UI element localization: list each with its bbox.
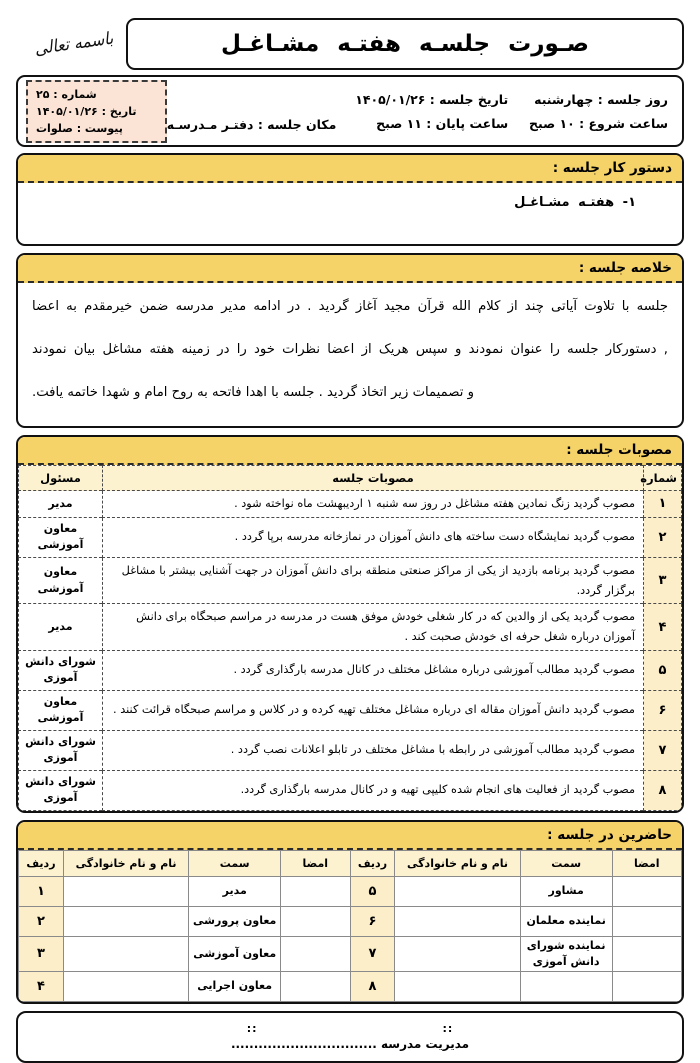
table-row xyxy=(19,906,682,936)
col-header-text: مصوبات جلسه xyxy=(103,466,644,491)
footer-signature-box xyxy=(16,1011,684,1063)
meeting-start-value: ۱۰ صبح xyxy=(528,115,575,131)
resolution-responsible: مدیر xyxy=(19,604,103,651)
resolution-number: ۳ xyxy=(644,557,682,604)
attendee-post-cell: معاون اجرایی xyxy=(189,971,281,1001)
meeting-start-label: ساعت شروع : xyxy=(579,115,668,131)
meeting-date-line xyxy=(336,92,508,107)
table-row xyxy=(19,876,682,906)
attendee-index-cell: ۳ xyxy=(19,936,64,971)
attendee-post-cell: مشاور xyxy=(520,876,612,906)
resolutions-header-row xyxy=(19,466,682,491)
col-header-name-left: نام و نام خانوادگی xyxy=(395,850,520,876)
meeting-end-value: ۱۱ صبح xyxy=(376,115,422,131)
summary-body xyxy=(18,283,682,426)
resolution-text: مصوب گردید نمایشگاه دست ساخته های دانش آموزان در نمازخانه مدرسه برپا گردد . xyxy=(103,517,644,557)
attendee-signature-cell[interactable] xyxy=(281,876,350,906)
resolution-text: مصوب گردید زنگ نمادین هفته مشاغل در روز سه شنبه ۱ اردیبهشت ماه نواخته شود . xyxy=(103,491,644,518)
col-header-signature-right: امضا xyxy=(281,850,350,876)
stamp-attachment-label: پیوست : xyxy=(76,121,123,135)
table-row xyxy=(19,650,682,690)
meeting-place-value: دفتـر مـدرسـه xyxy=(166,116,254,132)
meeting-place-label: مکان جلسه : xyxy=(257,116,337,132)
summary-heading: خلاصه جلسه : xyxy=(18,255,682,283)
resolution-responsible: شورای دانش آموزی xyxy=(19,770,103,810)
attendee-index-cell: ۶ xyxy=(350,906,395,936)
table-row xyxy=(19,604,682,651)
resolution-text: مصوب گردید مطالب آموزشی در رابطه با مشاغل مختلف در تابلو اعلانات نصب گردد . xyxy=(103,730,644,770)
title-row xyxy=(16,18,684,70)
meeting-end-line xyxy=(336,116,508,131)
stamp-number-line xyxy=(36,88,97,101)
meeting-info-box xyxy=(16,75,684,147)
attendee-index-cell: ۷ xyxy=(350,936,395,971)
resolution-responsible: معاون آموزشی xyxy=(19,557,103,604)
footer-signature-line: مدیریت مدرسه ................................ xyxy=(230,1036,470,1051)
table-row xyxy=(19,517,682,557)
attendee-signature-cell[interactable] xyxy=(281,971,350,1001)
resolution-text: مصوب گردید برنامه بازدید از یکی از مراکز صنعتی منطقه برای دانش آموزان در جهت آشنایی بیشتر با مشاغل برگزار گردد. xyxy=(103,557,644,604)
resolution-text: مصوب گردید مطالب آموزشی درباره مشاغل مختلف در کانال مدرسه بارگذاری گردد . xyxy=(103,650,644,690)
attendee-signature-cell[interactable] xyxy=(612,936,681,971)
stamp-number-value: ۲۵ xyxy=(36,87,50,101)
footer-dot-mark-right: :: xyxy=(442,1021,454,1035)
resolution-text: مصوب گردید یکی از والدین که در کار شغلی خودش موفق هست در مدرسه در مراسم صبحگاه برای دانش آموزان درباره شغل حرفه ای خودش صحبت کند . xyxy=(103,604,644,651)
attendee-post-cell xyxy=(520,971,612,1001)
meeting-day-value: چهارشنبه xyxy=(534,91,594,107)
attendee-name-cell[interactable] xyxy=(63,971,188,1001)
attendees-table xyxy=(18,850,682,1002)
resolution-number: ۶ xyxy=(644,690,682,730)
col-header-index-left: ردیف xyxy=(350,850,395,876)
table-row xyxy=(19,770,682,810)
resolution-number: ۷ xyxy=(644,730,682,770)
meeting-day-line xyxy=(508,92,668,107)
attendee-signature-cell[interactable] xyxy=(612,971,681,1001)
summary-section xyxy=(16,253,684,428)
resolution-text: مصوب گردید دانش آموزان مقاله ای درباره مشاغل مختلف تهیه کرده و در کلاس و مراسم صبحگاه قرائت کنند . xyxy=(103,690,644,730)
agenda-heading: دستور کار جلسه : xyxy=(18,155,682,183)
registration-stamp xyxy=(26,80,167,143)
table-row xyxy=(19,690,682,730)
meeting-start-line xyxy=(508,116,668,131)
attendee-signature-cell[interactable] xyxy=(612,876,681,906)
attendee-signature-cell[interactable] xyxy=(612,906,681,936)
attendee-index-cell: ۴ xyxy=(19,971,64,1001)
stamp-attachment-line xyxy=(36,122,123,135)
attendee-name-cell[interactable] xyxy=(395,906,520,936)
summary-line: و تصمیمات زیر اتخاذ گردید . جلسه با اهدا فاتحه به روح امام و شهدا خاتمه یافت. xyxy=(32,385,474,401)
table-row xyxy=(19,971,682,1001)
resolution-responsible: شورای دانش آموزی xyxy=(19,730,103,770)
resolution-number: ۱ xyxy=(644,491,682,518)
agenda-body xyxy=(18,183,682,244)
attendee-signature-cell[interactable] xyxy=(281,936,350,971)
attendee-post-cell: نماینده معلمان xyxy=(520,906,612,936)
attendee-index-cell: ۱ xyxy=(19,876,64,906)
meeting-info-col-date xyxy=(336,92,508,131)
col-header-number: شماره xyxy=(644,466,682,491)
document-title-bar xyxy=(126,18,684,70)
resolution-responsible: مدیر xyxy=(19,491,103,518)
basmala-calligraphy xyxy=(16,18,126,70)
resolution-text: مصوب گردید از فعالیت های انجام شده کلیپی تهیه و در کانال مدرسه بارگذاری گردد. xyxy=(103,770,644,810)
summary-line: جلسه با تلاوت آیاتی چند از کلام الله قرآن مجید آغاز گردید . در ادامه مدیر مدرسه ضمن خیرمقدم به اعضا xyxy=(32,299,668,314)
col-header-responsible: مسئول xyxy=(19,466,103,491)
resolution-number: ۸ xyxy=(644,770,682,810)
attendee-index-cell: ۲ xyxy=(19,906,64,936)
footer-dot-mark-left: :: xyxy=(246,1021,258,1035)
agenda-item: ۱- هفتـه مشـاغـل xyxy=(514,195,636,210)
resolution-responsible: معاون آموزشی xyxy=(19,690,103,730)
resolutions-section xyxy=(16,435,684,813)
attendees-section xyxy=(16,820,684,1004)
attendee-name-cell[interactable] xyxy=(63,936,188,971)
attendee-index-cell: ۸ xyxy=(350,971,395,1001)
stamp-date-label: تاریخ : xyxy=(101,104,137,118)
attendees-header-row xyxy=(19,850,682,876)
col-header-post-left: سمت xyxy=(520,850,612,876)
resolutions-heading: مصوبات جلسه : xyxy=(18,437,682,465)
table-row xyxy=(19,491,682,518)
footer-dots-row xyxy=(247,1023,454,1034)
resolution-number: ۵ xyxy=(644,650,682,690)
table-row xyxy=(19,730,682,770)
attendee-post-cell: مدیر xyxy=(189,876,281,906)
meeting-date-label: تاریخ جلسه : xyxy=(429,91,509,107)
col-header-name-right: نام و نام خانوادگی xyxy=(63,850,188,876)
attendee-name-cell[interactable] xyxy=(395,971,520,1001)
attendee-name-cell[interactable] xyxy=(63,906,188,936)
resolutions-table xyxy=(18,465,682,811)
meeting-date-value: ۱۴۰۵/۰۱/۲۶ xyxy=(355,91,426,107)
page-title: صـورت جلسـه هفتـه مشـاغـل xyxy=(221,31,590,57)
resolution-responsible: معاون آموزشی xyxy=(19,517,103,557)
stamp-date-line xyxy=(36,105,136,118)
stamp-attachment-value: صلوات xyxy=(36,121,73,135)
agenda-section xyxy=(16,153,684,246)
attendee-name-cell[interactable] xyxy=(395,876,520,906)
meeting-place-line xyxy=(167,117,337,132)
attendee-index-cell: ۵ xyxy=(350,876,395,906)
attendee-name-cell[interactable] xyxy=(63,876,188,906)
attendee-post-cell: معاون آموزشی xyxy=(189,936,281,971)
attendee-name-cell[interactable] xyxy=(395,936,520,971)
meeting-end-label: ساعت پایان : xyxy=(426,115,509,131)
attendee-post-cell: معاون پرورشی xyxy=(189,906,281,936)
meeting-day-label: روز جلسه : xyxy=(597,91,668,107)
resolution-responsible: شورای دانش آموزی xyxy=(19,650,103,690)
table-row xyxy=(19,936,682,971)
attendee-signature-cell[interactable] xyxy=(281,906,350,936)
basmala-text: باسمه تعالی xyxy=(33,28,115,60)
resolution-number: ۴ xyxy=(644,604,682,651)
table-row xyxy=(19,557,682,604)
resolution-number: ۲ xyxy=(644,517,682,557)
attendee-post-cell: نماینده شورای دانش آموزی xyxy=(520,936,612,971)
col-header-index-right: ردیف xyxy=(19,850,64,876)
stamp-number-label: شماره : xyxy=(53,87,97,101)
agenda-spacer xyxy=(30,210,670,236)
attendees-heading: حاضرین در جلسه : xyxy=(18,822,682,850)
meeting-info-col-day xyxy=(508,92,674,131)
col-header-signature-left: امضا xyxy=(612,850,681,876)
meeting-info-col-place xyxy=(167,91,337,132)
stamp-date-value: ۱۴۰۵/۰۱/۲۶ xyxy=(36,104,98,118)
col-header-post-right: سمت xyxy=(189,850,281,876)
summary-line: , دستورکار جلسه را عنوان نمودند و سپس هریک از اعضا نظرات خود را در زمینه هفته مشاغل بیان نمودند xyxy=(32,342,668,358)
